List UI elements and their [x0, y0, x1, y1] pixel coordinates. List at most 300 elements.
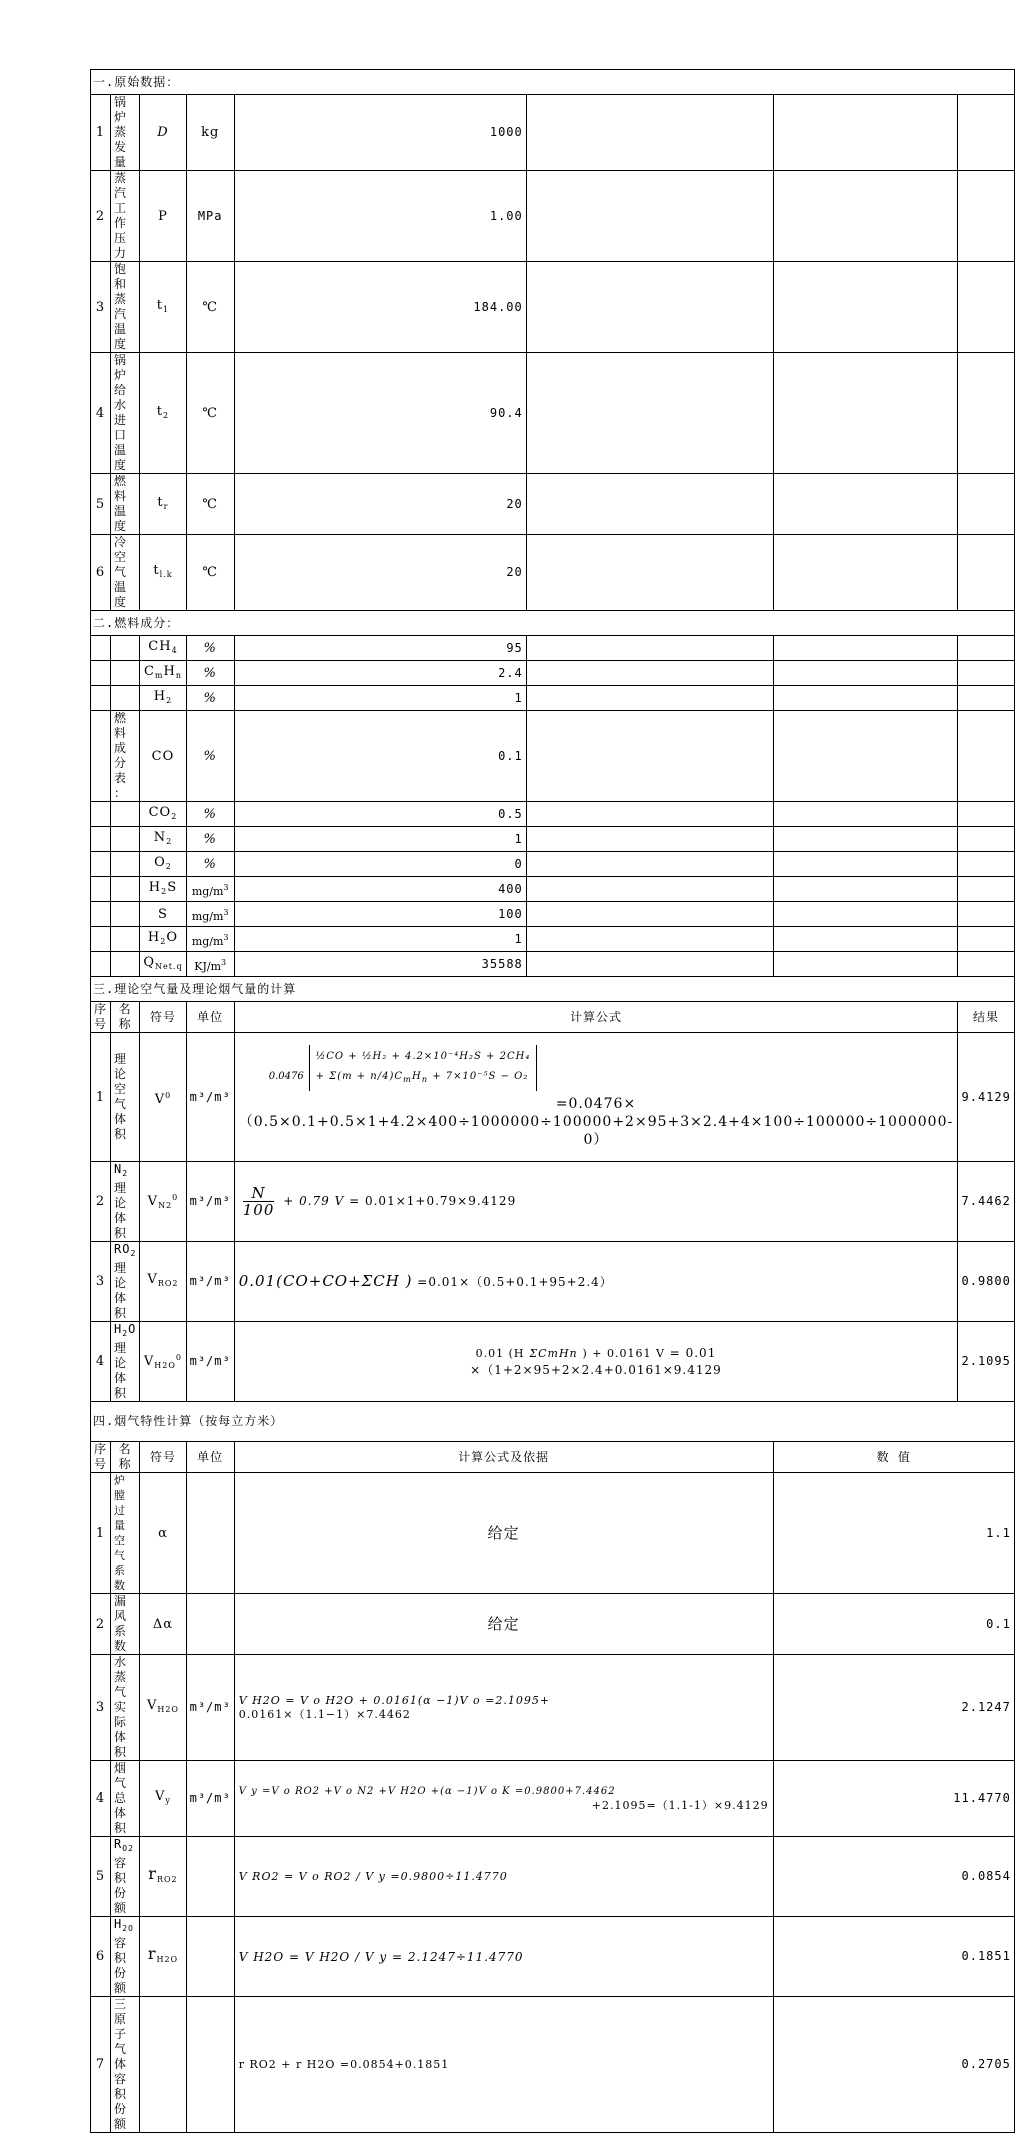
formula-cell: [234, 1162, 957, 1242]
formula-result: = 0.01×1+0.79×9.4129: [349, 1194, 517, 1208]
header-result: 结果: [958, 1002, 1015, 1033]
symbol-main: V: [146, 1698, 158, 1713]
empty-cell: [773, 95, 958, 171]
symbol-sub: 2: [163, 410, 170, 420]
symbol-sub: 2: [161, 886, 168, 896]
empty-cell: [526, 535, 773, 611]
name-sub: O2: [122, 1844, 134, 1853]
row-symbol: [140, 661, 186, 686]
row-unit: %: [186, 802, 234, 827]
formula-text: =0.0476×（0.5×0.1+0.5×1+4.2×400÷1000000÷100000+2×95+3×2.4+4×100÷100000÷1000000-0）: [238, 1096, 954, 1148]
header-formula: 计算公式及依据: [234, 1442, 773, 1473]
row-unit: kg: [186, 95, 234, 171]
row-symbol: [140, 1162, 186, 1242]
row-unit: %: [186, 636, 234, 661]
row-unit: [186, 1473, 234, 1594]
empty-cell: [91, 852, 111, 877]
empty-cell: [773, 711, 958, 802]
section4-title: 四.烟气特性计算（按每立方米）: [91, 1402, 1015, 1442]
name-rest: 容积份额: [114, 1856, 128, 1915]
row-value: 95: [234, 636, 526, 661]
symbol-sub: 2: [171, 811, 178, 821]
formula-cell: [234, 1655, 773, 1761]
row-name: 锅炉蒸发量: [111, 95, 140, 171]
empty-cell: [91, 877, 111, 902]
symbol-main: t: [157, 494, 164, 510]
symbol-sub: 2: [165, 861, 172, 871]
row-result: 1.1: [773, 1473, 1014, 1594]
empty-cell: [526, 474, 773, 535]
empty-cell: [958, 686, 1015, 711]
symbol-main: V: [154, 1091, 166, 1107]
formula-cell: [234, 1761, 773, 1837]
header-name: 名 称: [111, 1442, 140, 1473]
section4-header-row: [91, 1402, 1015, 1442]
row-result: 0.2705: [773, 1997, 1014, 2133]
name-rest: 容积份额: [114, 1936, 128, 1995]
symbol-main-2: O: [166, 929, 179, 945]
row-unit: %: [186, 827, 234, 852]
row-number: 4: [91, 353, 111, 474]
unit-sup: 3: [223, 932, 229, 942]
row-number: 6: [91, 1917, 111, 1997]
table-row: [91, 95, 1015, 171]
row-value: 20: [234, 474, 526, 535]
table-row: [91, 353, 1015, 474]
row-result: 0.1851: [773, 1917, 1014, 1997]
empty-cell: [958, 353, 1015, 474]
section1-title: 一.原始数据：: [91, 70, 1015, 95]
formula-coefficient: 0.0476: [268, 1071, 304, 1082]
table-row: [91, 535, 1015, 611]
row-symbol: [140, 1655, 186, 1761]
row-name: 锅炉给水进口温度: [111, 353, 140, 474]
table-row: [91, 262, 1015, 353]
empty-cell: [111, 952, 140, 977]
symbol-main: CO: [148, 804, 172, 820]
empty-cell: [773, 171, 958, 262]
empty-cell: [958, 927, 1015, 952]
empty-cell: [773, 952, 958, 977]
formula-cell: 给定: [234, 1473, 773, 1594]
table-row: [91, 474, 1015, 535]
row-number: 1: [91, 95, 111, 171]
row-value: 20: [234, 535, 526, 611]
row-value: 35588: [234, 952, 526, 977]
empty-cell: [773, 877, 958, 902]
symbol-main: V: [143, 1354, 155, 1369]
empty-cell: [526, 353, 773, 474]
empty-cell: [958, 171, 1015, 262]
table-row: [91, 1242, 1015, 1322]
empty-cell: [111, 927, 140, 952]
formula-mid: +CO+ΣC: [308, 1271, 386, 1290]
table-row: [91, 952, 1015, 977]
symbol-sub: Net.q: [154, 961, 183, 971]
empty-cell: [773, 474, 958, 535]
symbol-main: C: [143, 663, 155, 679]
symbol-sub: H2O: [154, 1361, 176, 1370]
row-symbol: [140, 1761, 186, 1837]
row-number: 5: [91, 1837, 111, 1917]
row-symbol: [140, 535, 186, 611]
empty-cell: [526, 927, 773, 952]
row-symbol: CO: [140, 711, 186, 802]
empty-cell: [526, 902, 773, 927]
row-result: 0.9800: [958, 1242, 1015, 1322]
symbol-main: O: [154, 854, 166, 870]
row-number: 6: [91, 535, 111, 611]
row-symbol: α: [140, 1473, 186, 1594]
symbol-main: V: [147, 1272, 158, 1287]
row-symbol: D: [140, 95, 186, 171]
name-sub: 2O: [122, 1924, 134, 1933]
symbol-sub: 4: [171, 645, 178, 655]
symbol-main: H: [148, 879, 162, 895]
row-unit: ℃: [186, 535, 234, 611]
header-no: 序号: [91, 1442, 111, 1473]
row-number: 7: [91, 1997, 111, 2133]
symbol-sup: 0: [165, 1090, 172, 1100]
unit-sup: 3: [223, 882, 229, 892]
empty-cell: [526, 827, 773, 852]
row-unit: [186, 877, 234, 902]
row-value: 2.4: [234, 661, 526, 686]
unit-text: mg/m: [191, 934, 224, 948]
table-row: [91, 1473, 1015, 1594]
symbol-main: CH: [148, 638, 172, 654]
table-row: [91, 1033, 1015, 1162]
row-symbol: [140, 1917, 186, 1997]
empty-cell: [958, 661, 1015, 686]
row-name: 燃料温度: [111, 474, 140, 535]
empty-cell: [111, 802, 140, 827]
row-result: 9.4129: [958, 1033, 1015, 1162]
row-unit: ℃: [186, 353, 234, 474]
empty-cell: [91, 711, 111, 802]
row-name: 理论空气体积: [111, 1033, 140, 1162]
row-number: 3: [91, 1242, 111, 1322]
symbol-sup: 0: [172, 1193, 179, 1202]
empty-cell: [773, 802, 958, 827]
symbol-main: N: [153, 829, 167, 845]
symbol-sub: y: [165, 1796, 171, 1805]
table-row: [91, 877, 1015, 902]
row-number: 3: [91, 262, 111, 353]
row-number: 2: [91, 171, 111, 262]
row-unit: [186, 1837, 234, 1917]
formula-line-1: [239, 1345, 953, 1362]
row-unit: [186, 902, 234, 927]
empty-cell: [111, 827, 140, 852]
table-row: [91, 827, 1015, 852]
section3-title: 三.理论空气量及理论烟气量的计算: [91, 977, 1015, 1002]
empty-cell: [958, 636, 1015, 661]
row-symbol: [140, 852, 186, 877]
table-row: [91, 1594, 1015, 1655]
row-name: 漏风系数: [111, 1594, 140, 1655]
formula-cell: 给定: [234, 1594, 773, 1655]
row-unit: m³/m³: [186, 1033, 234, 1162]
row-value: 1: [234, 827, 526, 852]
row-symbol: [140, 927, 186, 952]
empty-cell: [526, 952, 773, 977]
table-row: [91, 1655, 1015, 1761]
row-value: 90.4: [234, 353, 526, 474]
row-symbol: [140, 827, 186, 852]
row-name: [111, 1162, 140, 1242]
header-formula: 计算公式: [234, 1002, 957, 1033]
row-symbol: [140, 802, 186, 827]
formula-cell: r RO2 + r H2O =0.0854+0.1851: [234, 1997, 773, 2133]
symbol-main: H: [147, 929, 161, 945]
header-symbol: 符号: [140, 1442, 186, 1473]
empty-cell: [91, 902, 111, 927]
header-name: 名 称: [111, 1002, 140, 1033]
empty-cell: [526, 852, 773, 877]
formula-mid: ΣCmHn: [529, 1346, 578, 1360]
empty-cell: [773, 636, 958, 661]
empty-cell: [526, 661, 773, 686]
formula-body: + 0.79 V: [283, 1194, 345, 1208]
fuel-composition-label: 燃料成分表 ：: [111, 711, 140, 802]
table-row: [91, 171, 1015, 262]
empty-cell: [773, 686, 958, 711]
row-number: 2: [91, 1162, 111, 1242]
formula-fraction: [243, 1185, 275, 1218]
symbol-sub: RO2: [157, 1279, 179, 1288]
formula-cell: V H2O = V H2O / V y = 2.1247÷11.4770: [234, 1917, 773, 1997]
name-main: H: [114, 1322, 123, 1336]
table-row: [91, 686, 1015, 711]
empty-cell: [91, 661, 111, 686]
row-symbol: [140, 952, 186, 977]
empty-cell: [91, 952, 111, 977]
empty-cell: [773, 262, 958, 353]
symbol-sub: 1: [163, 304, 170, 314]
row-symbol: P: [140, 171, 186, 262]
row-result: 0.0854: [773, 1837, 1014, 1917]
empty-cell: [526, 95, 773, 171]
name-main: H: [114, 1917, 123, 1931]
row-unit: [186, 927, 234, 952]
empty-cell: [526, 711, 773, 802]
symbol-main: t: [156, 297, 164, 313]
row-name: 冷空气温度: [111, 535, 140, 611]
empty-cell: [958, 852, 1015, 877]
empty-cell: [91, 802, 111, 827]
row-unit: MPa: [186, 171, 234, 262]
formula-bracket-line: [239, 1045, 953, 1091]
row-unit: m³/m³: [186, 1162, 234, 1242]
formula-cell: V RO2 = V o RO2 / V y =0.9800÷11.4770: [234, 1837, 773, 1917]
table-row: [91, 661, 1015, 686]
empty-cell: [773, 661, 958, 686]
symbol-main: t: [153, 563, 160, 578]
name-sub: 2: [122, 1169, 129, 1178]
row-unit: m³/m³: [186, 1242, 234, 1322]
empty-cell: [526, 686, 773, 711]
formula-lead: 0.01 (H: [475, 1346, 525, 1360]
formula-cell: [234, 1242, 957, 1322]
row-unit: %: [186, 711, 234, 802]
empty-cell: [958, 902, 1015, 927]
table-row: [91, 802, 1015, 827]
table-row: [91, 1761, 1015, 1837]
table-row: [91, 1917, 1015, 1997]
header-unit: 单位: [186, 1002, 234, 1033]
row-result: 11.4770: [773, 1761, 1014, 1837]
row-name: [111, 1242, 140, 1322]
empty-cell: [111, 902, 140, 927]
row-name: 烟气总体积: [111, 1761, 140, 1837]
header-no: 序号: [91, 1002, 111, 1033]
empty-cell: [773, 852, 958, 877]
row-symbol: Δα: [140, 1594, 186, 1655]
row-name: 三原子气体容积份额: [111, 1997, 140, 2133]
row-unit: m³/m³: [186, 1761, 234, 1837]
symbol-sub: l.k: [159, 570, 173, 579]
row-symbol: [140, 877, 186, 902]
row-result: 2.1247: [773, 1655, 1014, 1761]
formula-lead: 0.01(CO: [238, 1271, 309, 1290]
row-result: 7.4462: [958, 1162, 1015, 1242]
symbol-sub-2: n: [175, 670, 182, 680]
row-number: 1: [91, 1033, 111, 1162]
symbol-sub: 2: [166, 695, 173, 705]
empty-cell: [773, 927, 958, 952]
row-value: 1000: [234, 95, 526, 171]
empty-cell: [526, 877, 773, 902]
table-row: [91, 636, 1015, 661]
formula-result: =0.01×（0.5+0.1+95+2.4）: [417, 1274, 613, 1289]
name-main: N: [114, 1162, 123, 1176]
row-symbol: [140, 1997, 186, 2133]
row-name: [111, 1837, 140, 1917]
empty-cell: [526, 262, 773, 353]
symbol-main-2: H: [163, 663, 176, 679]
row-value: 100: [234, 902, 526, 927]
symbol-sub: 2: [160, 936, 167, 946]
section1-header-row: [91, 70, 1015, 95]
row-value: 0: [234, 852, 526, 877]
formula-result: = 0.01: [669, 1345, 717, 1360]
symbol-main: V: [155, 1789, 166, 1804]
unit-sup: 3: [221, 957, 227, 967]
symbol-sub: H2O: [156, 1955, 179, 1964]
formula-bracket: ½CO + ½H₂ + 4.2×10⁻⁴H₂S + 2CH₄ + $\Sigma(m + n/4)C_mH_n + 7\times 10^{-5}S - O_2$: [309, 1045, 538, 1091]
fraction-denominator: 100: [242, 1201, 275, 1219]
symbol-sub: 2: [166, 836, 173, 846]
row-value: 1.00: [234, 171, 526, 262]
row-unit: %: [186, 852, 234, 877]
row-symbol: S: [140, 902, 186, 927]
row-number: 2: [91, 1594, 111, 1655]
row-symbol: [140, 474, 186, 535]
row-value: 0.5: [234, 802, 526, 827]
row-unit: [186, 1594, 234, 1655]
table-row: [91, 1997, 1015, 2133]
symbol-sub: H2O: [157, 1705, 179, 1714]
row-symbol: [140, 262, 186, 353]
row-unit: %: [186, 661, 234, 686]
row-number: 1: [91, 1473, 111, 1594]
symbol-main: V: [147, 1194, 159, 1209]
empty-cell: [773, 902, 958, 927]
column-header-row: [91, 1442, 1015, 1473]
unit-sup: 3: [223, 907, 229, 917]
row-symbol: [140, 353, 186, 474]
table-row: [91, 1322, 1015, 1402]
empty-cell: [111, 877, 140, 902]
empty-cell: [958, 952, 1015, 977]
row-result: 2.1095: [958, 1322, 1015, 1402]
name-rest: 理论体积: [114, 1261, 128, 1320]
empty-cell: [958, 95, 1015, 171]
row-unit: m³/m³: [186, 1655, 234, 1761]
empty-cell: [91, 686, 111, 711]
row-value: 1: [234, 927, 526, 952]
empty-cell: [958, 535, 1015, 611]
formula-line-2: 0.0161×（1.1−1）×7.4462: [238, 1707, 411, 1721]
header-symbol: 符号: [140, 1002, 186, 1033]
symbol-sub: RO2: [156, 1875, 178, 1884]
name-sub: 2: [122, 1329, 129, 1338]
empty-cell: [958, 474, 1015, 535]
empty-cell: [111, 686, 140, 711]
section2-header-row: [91, 611, 1015, 636]
empty-cell: [958, 802, 1015, 827]
formula-end: ) + 0.0161 V: [582, 1346, 665, 1360]
table-row: [91, 902, 1015, 927]
row-value: 184.00: [234, 262, 526, 353]
table-row: [91, 1162, 1015, 1242]
empty-cell: [958, 262, 1015, 353]
empty-cell: [526, 802, 773, 827]
row-name: 水蒸气实际体积: [111, 1655, 140, 1761]
row-unit: [186, 1997, 234, 2133]
empty-cell: [111, 661, 140, 686]
empty-cell: [958, 877, 1015, 902]
row-symbol: [140, 1242, 186, 1322]
row-name: [111, 1917, 140, 1997]
table-row: [91, 852, 1015, 877]
name-main: RO: [114, 1242, 131, 1256]
name-main: R: [114, 1837, 123, 1851]
row-value: 400: [234, 877, 526, 902]
row-name: [111, 1322, 140, 1402]
row-symbol: [140, 636, 186, 661]
row-number: 5: [91, 474, 111, 535]
symbol-main: r: [148, 1864, 157, 1883]
row-unit: ℃: [186, 474, 234, 535]
header-unit: 单位: [186, 1442, 234, 1473]
row-number: 4: [91, 1761, 111, 1837]
symbol-main: r: [147, 1944, 157, 1963]
unit-text: KJ/m: [194, 959, 221, 973]
name-sub: 2: [130, 1249, 137, 1258]
section2-title: 二.燃料成分：: [91, 611, 1015, 636]
row-name: 蒸汽工作压力: [111, 171, 140, 262]
row-symbol: [140, 686, 186, 711]
symbol-main: H: [153, 688, 167, 704]
formula-line-2: +2.1095=（1.1-1）×9.4129: [591, 1798, 769, 1812]
formula-line-1: V y =V o RO2 +V o N2 +V H2O +(α −1)V o K =0.9800+7.4462: [238, 1785, 616, 1797]
symbol-sub: r: [163, 501, 169, 511]
table-row: [91, 927, 1015, 952]
row-unit: m³/m³: [186, 1322, 234, 1402]
row-result: 0.1: [773, 1594, 1014, 1655]
